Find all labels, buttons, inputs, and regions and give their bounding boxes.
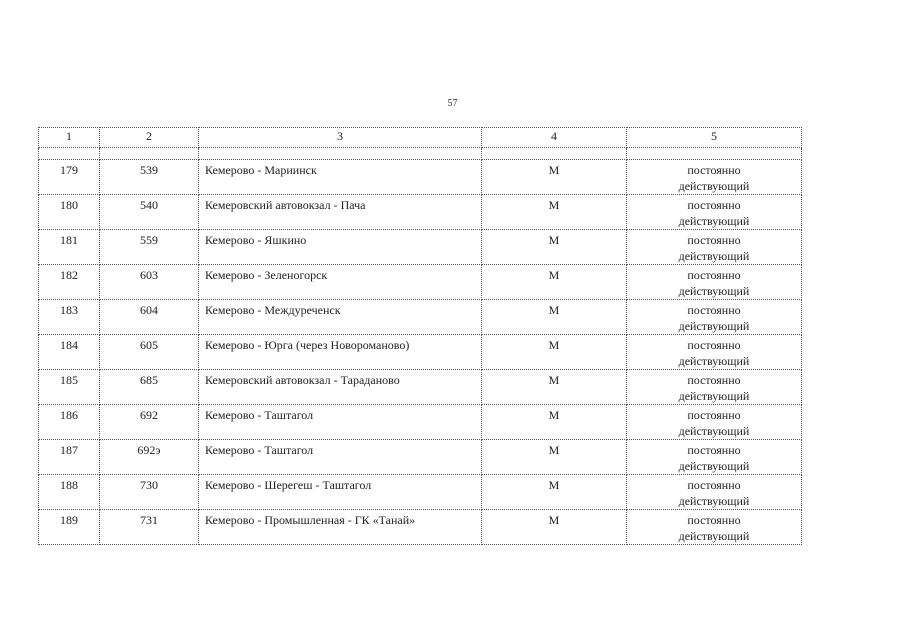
status-line-1: постоянно xyxy=(687,408,741,422)
status-line-2: действующий xyxy=(678,179,750,193)
status-line-1: постоянно xyxy=(687,198,741,212)
route-type-cell: М xyxy=(482,160,627,195)
route-status-cell xyxy=(627,300,802,335)
route-code-cell: 692 xyxy=(100,405,199,440)
route-name-cell: Кемерово - Таштагол xyxy=(199,440,482,475)
route-status-cell xyxy=(627,440,802,475)
status-line-1: постоянно xyxy=(687,373,741,387)
status-line-1: постоянно xyxy=(687,478,741,492)
status-line-2: действующий xyxy=(678,424,750,438)
column-header: 3 xyxy=(199,128,482,148)
route-status-cell xyxy=(627,230,802,265)
table-row xyxy=(39,160,802,195)
row-number-cell: 186 xyxy=(39,405,100,440)
route-code-cell: 604 xyxy=(100,300,199,335)
route-code-cell: 730 xyxy=(100,475,199,510)
route-type-cell: М xyxy=(482,475,627,510)
status-line-1: постоянно xyxy=(687,163,741,177)
table-row xyxy=(39,475,802,510)
route-status-cell xyxy=(627,195,802,230)
route-name-cell: Кемерово - Зеленогорск xyxy=(199,265,482,300)
column-header: 1 xyxy=(39,128,100,148)
row-number-cell: 184 xyxy=(39,335,100,370)
table-row xyxy=(39,230,802,265)
status-line-1: постоянно xyxy=(687,513,741,527)
route-code-cell: 685 xyxy=(100,370,199,405)
row-number-cell: 179 xyxy=(39,160,100,195)
status-line-1: постоянно xyxy=(687,338,741,352)
status-line-1: постоянно xyxy=(687,443,741,457)
row-number-cell: 180 xyxy=(39,195,100,230)
table-row xyxy=(39,195,802,230)
status-line-2: действующий xyxy=(678,389,750,403)
route-type-cell: М xyxy=(482,510,627,545)
status-line-2: действующий xyxy=(678,494,750,508)
table-row xyxy=(39,265,802,300)
row-number-cell: 189 xyxy=(39,510,100,545)
header-spacer-row xyxy=(39,148,802,160)
route-type-cell: М xyxy=(482,300,627,335)
route-name-cell: Кемерово - Мариинск xyxy=(199,160,482,195)
status-line-2: действующий xyxy=(678,214,750,228)
route-status-cell xyxy=(627,370,802,405)
row-number-cell: 185 xyxy=(39,370,100,405)
route-name-cell: Кемерово - Яшкино xyxy=(199,230,482,265)
route-name-cell: Кемерово - Юрга (через Новороманово) xyxy=(199,335,482,370)
route-name-cell: Кемерово - Промышленная - ГК «Танай» xyxy=(199,510,482,545)
route-status-cell xyxy=(627,510,802,545)
route-type-cell: М xyxy=(482,195,627,230)
table-row xyxy=(39,440,802,475)
status-line-2: действующий xyxy=(678,354,750,368)
status-line-2: действующий xyxy=(678,459,750,473)
route-status-cell xyxy=(627,265,802,300)
status-line-2: действующий xyxy=(678,319,750,333)
row-number-cell: 181 xyxy=(39,230,100,265)
route-name-cell: Кемерово - Таштагол xyxy=(199,405,482,440)
status-line-1: постоянно xyxy=(687,268,741,282)
route-name-cell: Кемерово - Шерегеш - Таштагол xyxy=(199,475,482,510)
row-number-cell: 182 xyxy=(39,265,100,300)
route-type-cell: М xyxy=(482,405,627,440)
route-type-cell: М xyxy=(482,265,627,300)
status-line-1: постоянно xyxy=(687,303,741,317)
route-code-cell: 603 xyxy=(100,265,199,300)
routes-table xyxy=(38,127,802,545)
table-row xyxy=(39,510,802,545)
status-line-2: действующий xyxy=(678,284,750,298)
route-type-cell: М xyxy=(482,335,627,370)
route-type-cell: М xyxy=(482,230,627,265)
route-name-cell: Кемеровский автовокзал - Пача xyxy=(199,195,482,230)
table-row xyxy=(39,335,802,370)
status-line-2: действующий xyxy=(678,249,750,263)
row-number-cell: 187 xyxy=(39,440,100,475)
status-line-1: постоянно xyxy=(687,233,741,247)
route-type-cell: М xyxy=(482,370,627,405)
route-code-cell: 540 xyxy=(100,195,199,230)
row-number-cell: 183 xyxy=(39,300,100,335)
route-type-cell: М xyxy=(482,440,627,475)
page-number: 57 xyxy=(447,98,458,109)
route-status-cell xyxy=(627,160,802,195)
table-row xyxy=(39,300,802,335)
route-status-cell xyxy=(627,475,802,510)
route-name-cell: Кемерово - Междуреченск xyxy=(199,300,482,335)
column-header: 2 xyxy=(100,128,199,148)
table-row xyxy=(39,405,802,440)
column-header: 4 xyxy=(482,128,627,148)
route-code-cell: 731 xyxy=(100,510,199,545)
route-code-cell: 692э xyxy=(100,440,199,475)
table-row xyxy=(39,370,802,405)
route-status-cell xyxy=(627,335,802,370)
status-line-2: действующий xyxy=(678,529,750,543)
route-code-cell: 605 xyxy=(100,335,199,370)
table-header-row xyxy=(39,128,802,148)
route-code-cell: 559 xyxy=(100,230,199,265)
route-status-cell xyxy=(627,405,802,440)
route-code-cell: 539 xyxy=(100,160,199,195)
column-header: 5 xyxy=(627,128,802,148)
route-name-cell: Кемеровский автовокзал - Тараданово xyxy=(199,370,482,405)
row-number-cell: 188 xyxy=(39,475,100,510)
